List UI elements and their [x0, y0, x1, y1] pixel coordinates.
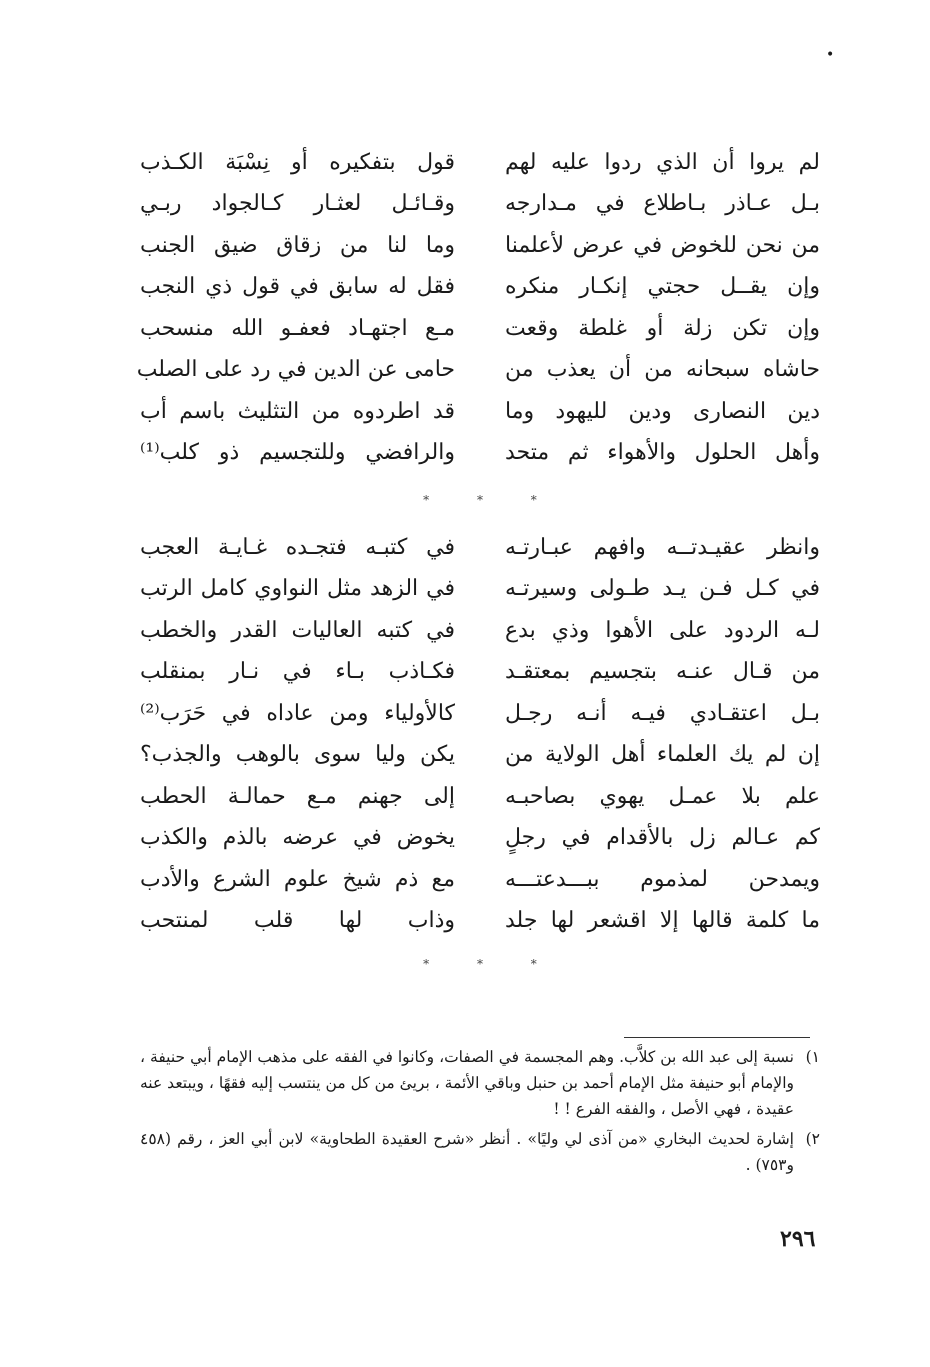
verse-first-hemistich: في كـل فـن يـد طـولى وسيرتـه	[505, 576, 820, 602]
verse-second-hemistich: وقـائـل لعثـار كـالجواد ربـي	[140, 191, 455, 217]
verse-first-hemistich: دين النصارى ودين لليهود وما	[505, 398, 820, 424]
footnote-rule	[624, 1037, 810, 1038]
verse-row	[140, 184, 820, 226]
verse-second-hemistich: فقل له سابق في قول ذي النجب	[140, 274, 455, 300]
section-separator: * * *	[423, 957, 559, 971]
verse-first-hemistich: وأهل الحلول والأهواء ثم متحد	[505, 440, 820, 466]
verse-first-hemistich: بـل عـاذر بـاطلاع في مـدارجه	[505, 191, 820, 217]
verse-first-hemistich: وإن تكن زلة أو غلطة وقعت	[505, 315, 820, 341]
verse-second-hemistich: قد اطردوه من التثليث باسم أب	[140, 398, 455, 424]
verse-row	[140, 433, 820, 475]
verse-row	[140, 776, 820, 818]
verse-row	[140, 527, 820, 569]
verse-second-hemistich: يكن وليا سوى بالوهب والجذب؟	[140, 742, 455, 768]
corner-dot-mark: •	[826, 47, 835, 63]
verse-first-hemistich: لـه الردود على الأهوا وذي بدع	[505, 617, 820, 643]
verse-first-hemistich: إن لم يك العلماء أهل الولاية من	[505, 742, 820, 768]
poem-block-2	[140, 527, 820, 942]
footnote-number: ٢)	[805, 1130, 820, 1148]
verse-second-hemistich: مـع اجتهـاد فعفـو الله منسحب	[140, 315, 455, 341]
verse-second-hemistich: في كتبـه فتجـده غـايـة العجب	[140, 534, 455, 560]
footnote-text: إشارة لحديث البخاري «من آذى لي وليًا» . أنظر «شرح العقيدة الطحاوية» لابن أبي العز ، رقم (٤٥٨ و٧٥٣) .	[140, 1130, 794, 1174]
verse-row	[140, 901, 820, 943]
verse-row	[140, 693, 820, 735]
verse-first-hemistich: علم بلا عمـل يهوي بصاحبـه	[505, 783, 820, 809]
verse-second-hemistich: وما لنا من زقاق ضيق الجنب	[140, 232, 455, 258]
verse-second-hemistich: في الزهد مثل النواوي كامل الرتب	[140, 576, 455, 602]
section-separator: * * *	[423, 493, 559, 507]
verse-first-hemistich: من نحن للخوض في عرض لأعلمنا	[505, 232, 820, 258]
verse-first-hemistich: وانظر عقيـدتــه وافهم عبـارتـه	[505, 534, 820, 560]
verse-second-hemistich: إلى جهنم مـع حمالـة الحطب	[140, 783, 455, 809]
verse-second-hemistich: قول بتفكيره أو نِسْبَة الكـذب	[140, 149, 455, 175]
verse-second-hemistich: والرافضي وللتجسيم ذو كلب⁽¹⁾	[140, 440, 455, 466]
verse-row	[140, 569, 820, 611]
footnote-1	[140, 1044, 820, 1122]
verse-row	[140, 308, 820, 350]
verse-second-hemistich: مع ذم شيخ علوم الشرع والأدب	[140, 866, 455, 892]
verse-row	[140, 818, 820, 860]
verse-row	[140, 859, 820, 901]
verse-first-hemistich: لم يروا أن الذي ردوا عليه لهم	[505, 149, 820, 175]
footnote-number: ١)	[805, 1048, 820, 1066]
verse-second-hemistich: كالأولياء ومن عاداه في حَرَب⁽²⁾	[140, 700, 455, 726]
verse-row	[140, 735, 820, 777]
poem-block-1	[136, 142, 820, 474]
verse-second-hemistich: يخوض في عرضه بالذم والكذب	[140, 825, 455, 851]
page-number: ٢٩٦	[780, 1226, 816, 1252]
verse-first-hemistich: بـل اعتقـادي فيـه أنـه رجـل	[505, 700, 820, 726]
verse-row	[140, 391, 820, 433]
verse-row	[136, 350, 820, 392]
verse-second-hemistich: فكـاذب بـاء في نـار بمنقلب	[140, 659, 455, 685]
verse-second-hemistich: حامى عن الدين في رد على الصلب	[136, 357, 455, 383]
verse-second-hemistich: وذاب لها قلب لمنتحب	[140, 908, 455, 934]
verse-second-hemistich: في كتبه العاليات القدر والخطب	[140, 617, 455, 643]
verse-row	[140, 610, 820, 652]
verse-first-hemistich: وإن يقــل حجتي إنكـار منكره	[505, 274, 820, 300]
footnotes	[140, 1044, 820, 1182]
verse-first-hemistich: كم عـالم زل بالأقدام في رجلٍ	[505, 825, 820, 851]
verse-row	[140, 652, 820, 694]
footnote-2	[140, 1126, 820, 1178]
verse-first-hemistich: ويمدحن لمذموم ببـــدعتـــه	[505, 866, 820, 892]
footnote-text: نسبة إلى عبد الله بن كلاَّب. وهم المجسمة في الصفات، وكانوا في الفقه على مذهب الإمام أبي حنيفة ، والإمام أبو حنيفة مثل الإمام أحمد بن حنبل وباقي الأئمة ، بريئ من كل من ينتسب إليه فقهًا ، ويبتعد عنه عقيدة ، فهي الأصل ، والفقه الفرع ! !	[140, 1048, 794, 1118]
verse-row	[140, 142, 820, 184]
verse-row	[140, 225, 820, 267]
verse-first-hemistich: حاشاه سبحانه من أن يعذب من	[505, 357, 820, 383]
verse-row	[140, 267, 820, 309]
verse-first-hemistich: ما كلمة قالها إلا اقشعر لها جلد	[505, 908, 820, 934]
verse-first-hemistich: من قـال عنـه بتجسيم بمعتقـد	[505, 659, 820, 685]
